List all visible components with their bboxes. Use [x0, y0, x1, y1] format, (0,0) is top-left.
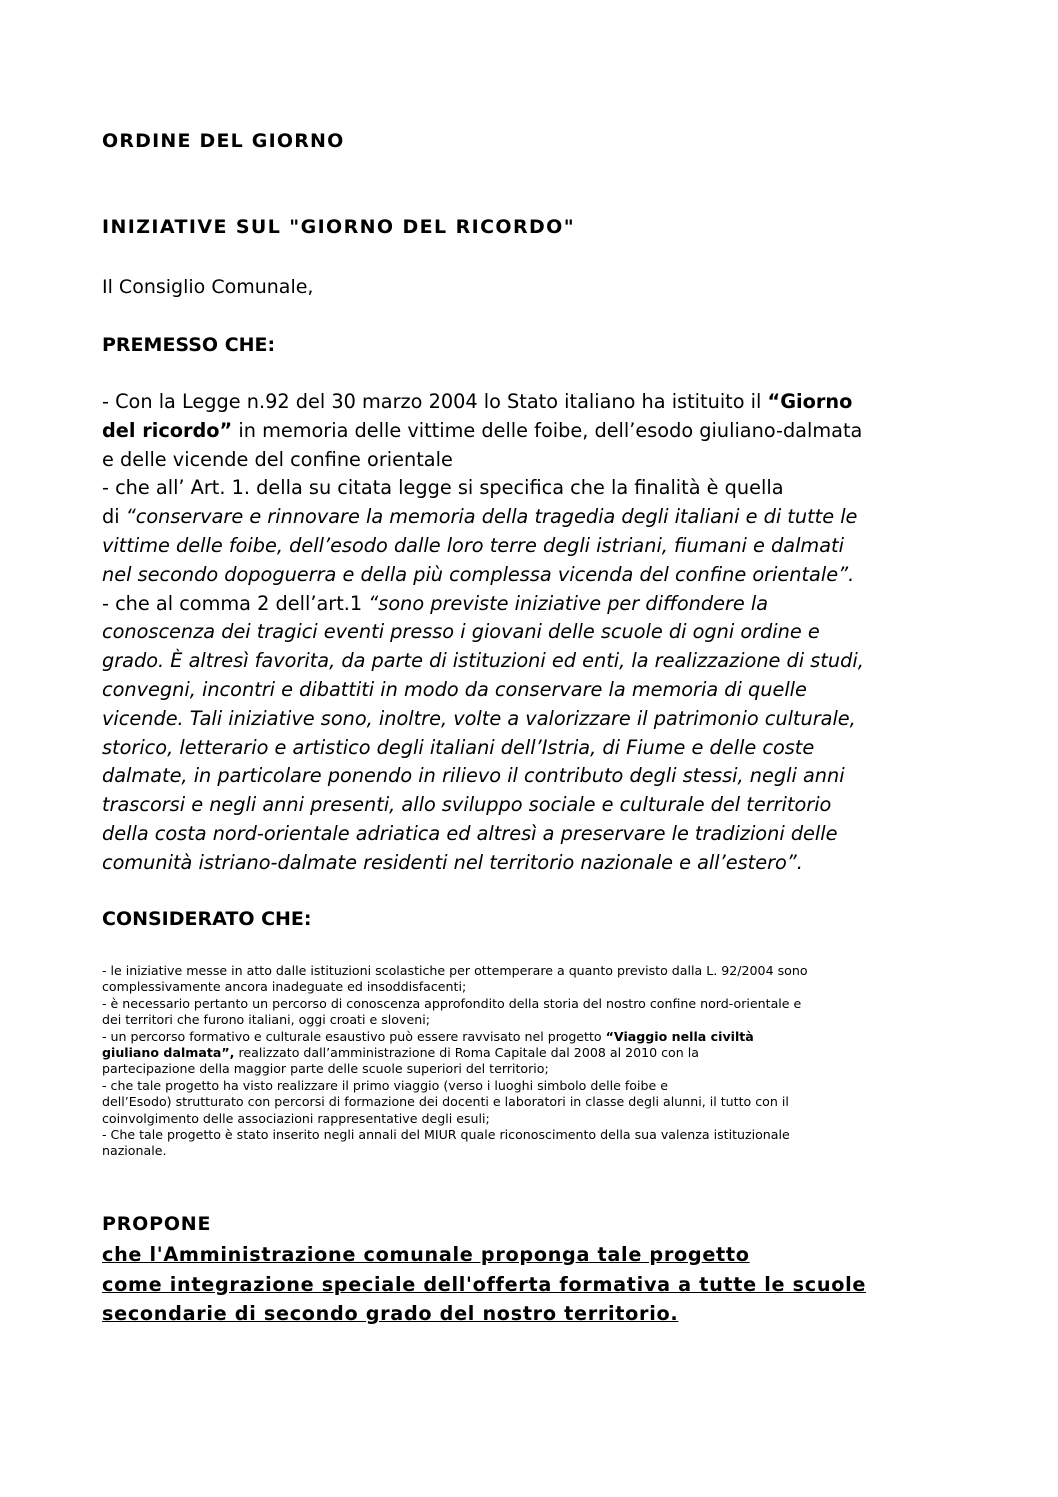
text-line: complessivamente ancora inadeguate ed insoddisfacenti; — [102, 979, 467, 995]
text-line: dei territori che furono italiani, oggi croati e sloveni; — [102, 1012, 430, 1028]
propone-heading: PROPONE — [102, 1213, 212, 1235]
text-line: partecipazione della maggior parte delle scuole superiori del territorio; — [102, 1061, 549, 1077]
considerato-heading: CONSIDERATO CHE: — [102, 908, 312, 930]
text-line: come integrazione speciale dell'offerta formativa a tutte le scuole — [102, 1272, 867, 1296]
text-line: grado. È altresì favorita, da parte di istituzioni ed enti, la realizzazione di studi, — [102, 649, 864, 673]
intro-line: Il Consiglio Comunale, — [102, 276, 314, 298]
text-line: - un percorso formativo e culturale esaustivo può essere ravvisato nel progetto “Viaggio nella civiltà — [102, 1028, 754, 1044]
text-line: secondarie di secondo grado del nostro territorio. — [102, 1302, 679, 1325]
text-line: giuliano dalmata”, realizzato dall’amministrazione di Roma Capitale dal 2008 al 2010 con la — [102, 1045, 699, 1061]
propone-paragraph — [102, 1240, 866, 1329]
document-subject: INIZIATIVE SUL "GIORNO DEL RICORDO" — [102, 216, 576, 238]
text-line: nazionale. — [102, 1143, 167, 1159]
text-line: di “conservare e rinnovare la memoria della tragedia degli italiani e di tutte le — [102, 505, 858, 529]
text-line: trascorsi e negli anni presenti, allo sviluppo sociale e culturale del territorio — [102, 793, 832, 817]
text-line: - Con la Legge n.92 del 30 marzo 2004 lo Stato italiano ha istituito il “Giorno — [102, 390, 853, 413]
text-line: comunità istriano-dalmate residenti nel territorio nazionale e all’estero”. — [102, 850, 803, 874]
text-line: nel secondo dopoguerra e della più complessa vicenda del confine orientale”. — [102, 562, 855, 586]
considerato-paragraph — [102, 963, 808, 1160]
text-line: - è necessario pertanto un percorso di conoscenza approfondito della storia del nostro confine nord-orientale e — [102, 995, 802, 1011]
text-line: - le iniziative messe in atto dalle istituzioni scolastiche per ottemperare a quanto previsto dalla L. 92/2004 sono — [102, 963, 808, 978]
text-line: dalmate, in particolare ponendo in rilievo il contributo degli stessi, negli anni — [102, 764, 845, 788]
text-line: che l'Amministrazione comunale proponga tale progetto — [102, 1243, 750, 1266]
text-line: coinvolgimento delle associazioni rappresentative degli esuli; — [102, 1110, 490, 1126]
text-line: storico, letterario e artistico degli italiani dell’Istria, di Fiume e delle coste — [102, 735, 815, 759]
premesso-paragraph — [102, 388, 864, 878]
text-line: - che al comma 2 dell’art.1 “sono previste iniziative per diffondere la — [102, 591, 769, 615]
text-line: della costa nord-orientale adriatica ed altresì a preservare le tradizioni delle — [102, 821, 838, 845]
text-line: vittime delle foibe, dell’esodo dalle loro terre degli istriani, fiumani e dalmati — [102, 533, 844, 557]
text-line: - che all’ Art. 1. della su citata legge si specifica che la finalità è quella — [102, 476, 784, 500]
premesso-heading: PREMESSO CHE: — [102, 334, 276, 356]
text-line: e delle vicende del confine orientale — [102, 447, 453, 471]
text-line: convegni, incontri e dibattiti in modo da conservare la memoria di quelle — [102, 677, 807, 701]
text-line: dell’Esodo) strutturato con percorsi di formazione dei docenti e laboratori in classe degli alunni, il tutto con il — [102, 1094, 789, 1110]
document-title: ORDINE DEL GIORNO — [102, 130, 345, 152]
text-line: conoscenza dei tragici eventi presso i giovani delle scuole di ogni ordine e — [102, 620, 820, 644]
text-line: - che tale progetto ha visto realizzare il primo viaggio (verso i luoghi simbolo delle foibe e — [102, 1077, 668, 1093]
text-line: del ricordo” in memoria delle vittime delle foibe, dell’esodo giuliano-dalmata — [102, 418, 863, 442]
text-line: - Che tale progetto è stato inserito negli annali del MIUR quale riconoscimento della sua valenza istituzionale — [102, 1127, 790, 1143]
text-line: vicende. Tali iniziative sono, inoltre, volte a valorizzare il patrimonio culturale, — [102, 706, 856, 730]
